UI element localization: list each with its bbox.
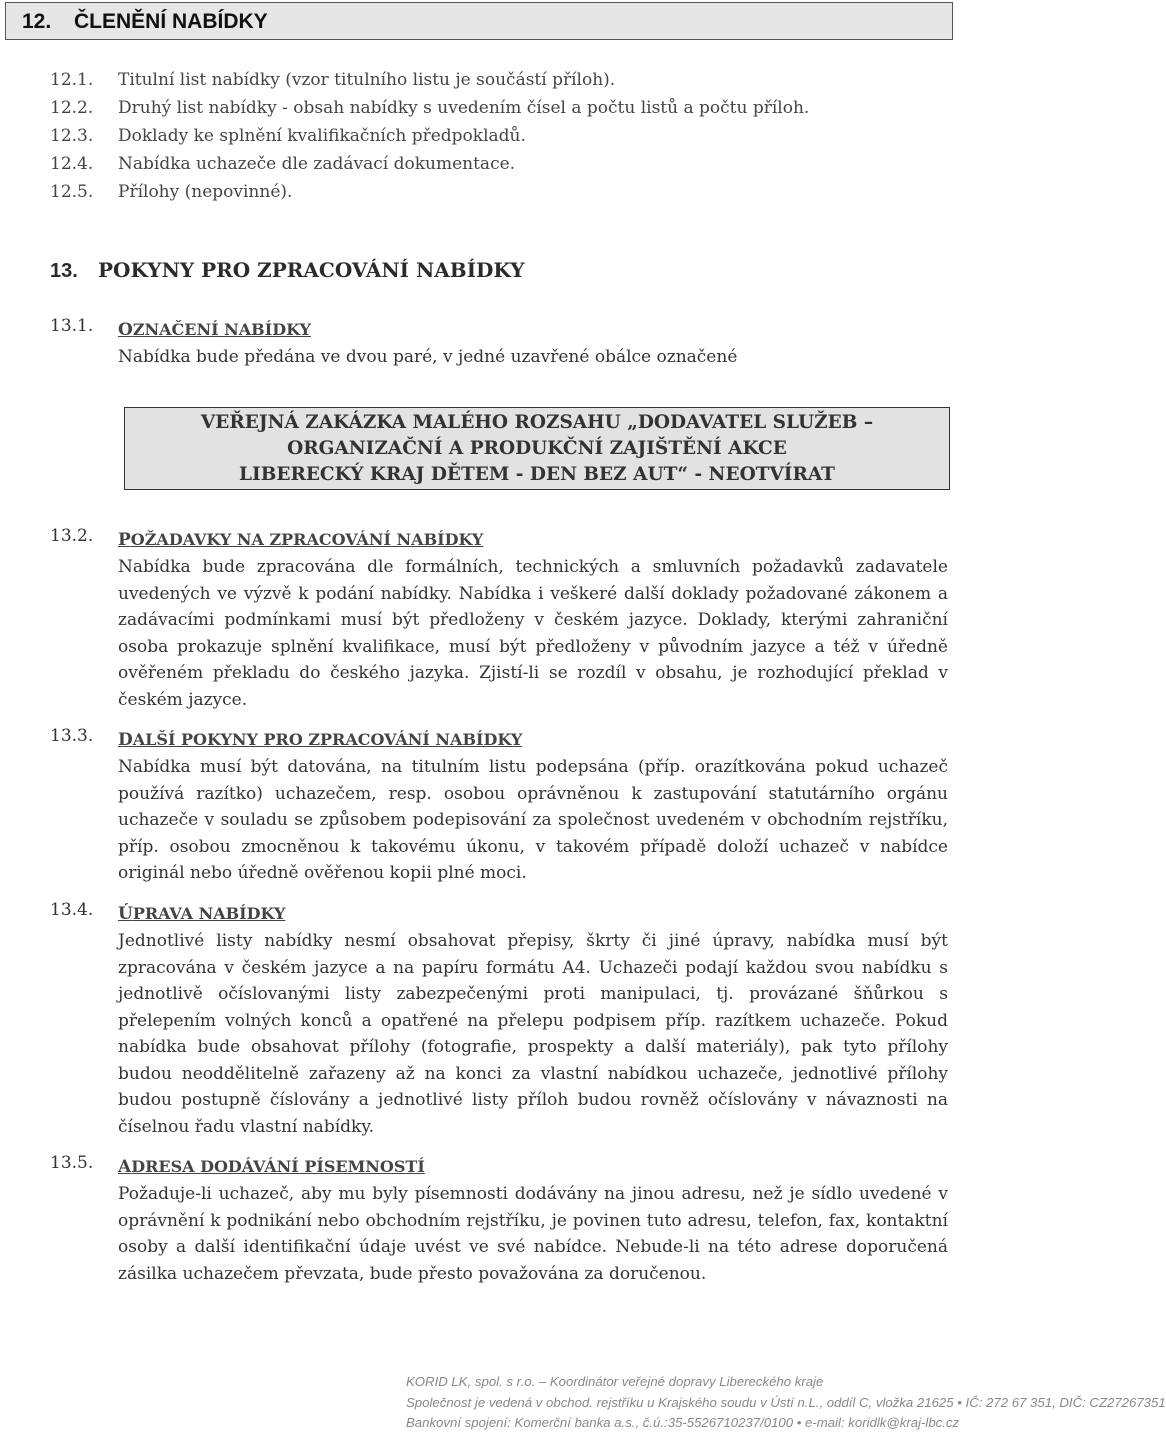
subsection-13-1 [50, 316, 948, 371]
item-number: 12.4. [50, 154, 94, 174]
list-item [50, 122, 809, 150]
section-12-heading [22, 10, 268, 34]
section-13-title: POKYNY PRO ZPRACOVÁNÍ NABÍDKY [98, 258, 525, 282]
subsection-13-4 [50, 900, 948, 1140]
section-12-number: 12. [22, 10, 52, 33]
item-number: 12.3. [50, 126, 94, 146]
section-12-title: ČLENĚNÍ NABÍDKY [74, 10, 268, 33]
footer-bank-line: Bankovní spojení: Komerční banka a.s., č.ú.:35-5526710237/0100 • e-mail: koridlk@kraj-lbc.cz [406, 1415, 960, 1430]
envelope-label-line: VEŘEJNÁ ZAKÁZKA MALÉHO ROZSAHU „DODAVATEL SLUŽEB – [200, 412, 874, 433]
envelope-label-line: LIBERECKÝ KRAJ DĚTEM - DEN BEZ AUT“ - NEOTVÍRAT [239, 464, 835, 485]
subsection-number: 13.2. [50, 526, 94, 546]
subsection-title: POŽADAVKY NA ZPRACOVÁNÍ NABÍDKY [118, 530, 484, 550]
section-12-list [50, 66, 809, 206]
subsection-title: DALŠÍ POKYNY PRO ZPRACOVÁNÍ NABÍDKY [118, 730, 523, 750]
envelope-label-box [124, 407, 950, 490]
page-footer [406, 1372, 1166, 1434]
item-text: Druhý list nabídky - obsah nabídky s uvedením čísel a počtu listů a počtu příloh. [118, 98, 810, 118]
subsection-number: 13.3. [50, 726, 94, 746]
item-text: Nabídka uchazeče dle zadávací dokumentace. [118, 154, 516, 174]
envelope-label-line: ORGANIZAČNÍ A PRODUKČNÍ ZAJIŠTĚNÍ AKCE [287, 438, 787, 459]
subsection-number: 13.5. [50, 1153, 94, 1173]
list-item [50, 66, 809, 94]
subsection-body: Požaduje-li uchazeč, aby mu byly písemnosti dodávány na jinou adresu, než je sídlo uvedené v oprávnění k podnikání nebo obchodním rejstříku, je povinen tuto adresu, telefon, fax, kontaktní osoby a další identifikační údaje uvést ve své nabídce. Nebude-li na této adrese doporučená zásilka uchazečem převzata, bude přesto považována za doručenou. [118, 1184, 948, 1284]
section-13-number: 13. [50, 260, 78, 282]
section-12-heading-bar [5, 2, 953, 40]
item-text: Titulní list nabídky (vzor titulního listu je součástí příloh). [118, 70, 616, 90]
subsection-13-5 [50, 1153, 948, 1287]
list-item [50, 150, 809, 178]
subsection-title: OZNAČENÍ NABÍDKY [118, 320, 311, 340]
subsection-body: Jednotlivé listy nabídky nesmí obsahovat přepisy, škrty či jiné úpravy, nabídka musí být zpracována v českém jazyce a na papíru formátu A4. Uchazeči podají každou svou nabídku s jednotlivě očíslovanými listy zabezpečenými proti manipulaci, tj. provázané šňůrkou s přelepením volných konců a opatřené na přelepu podpisem příp. razítkem uchazeče. Pokud nabídka bude obsahovat přílohy (fotografie, prospekty a další materiály), pak tyto přílohy budou neoddělitelně zařazeny až na konci za vlastní nabídkou uchazeče, jednotlivé přílohy budou postupně číslovány a jednotlivé listy příloh budou rovněž očíslovány v návaznosti na číselnou řadu vlastní nabídky. [118, 931, 948, 1137]
item-text: Přílohy (nepovinné). [118, 182, 293, 202]
subsection-title: ADRESA DODÁVÁNÍ PÍSEMNOSTÍ [118, 1157, 425, 1177]
subsection-body: Nabídka musí být datována, na titulním listu podepsána (příp. orazítkována pokud uchazeč používá razítko) uchazečem, resp. osobou oprávněnou k zastupování statutárního orgánu uchazeče v souladu se způsobem podepisování za společnost uvedeném v obchodním rejstříku, příp. osobou zmocněnou k takovému úkonu, v takovém případě doloží uchazeč v nabídce originál nebo úředně ověřenou kopii plné moci. [118, 757, 948, 883]
subsection-title: ÚPRAVA NABÍDKY [118, 904, 286, 924]
item-number: 12.1. [50, 70, 94, 90]
subsection-13-3 [50, 726, 948, 887]
subsection-body: Nabídka bude zpracována dle formálních, technických a smluvních požadavků zadavatele uvedených ve výzvě k podání nabídky. Nabídka i veškeré další doklady požadované zákonem a zadávacími podmínkami musí být předloženy v českém jazyce. Doklady, kterými zahraniční osoba prokazuje splnění kvalifikace, musí být předloženy v původním jazyce a též v úředně ověřeném překladu do českého jazyka. Zjistí-li se rozdíl v obsahu, je rozhodující překlad v českém jazyce. [118, 557, 948, 710]
subsection-body: Nabídka bude předána ve dvou paré, v jedné uzavřené obálce označené [118, 347, 738, 367]
list-item [50, 178, 809, 206]
subsection-13-2 [50, 526, 948, 713]
subsection-number: 13.1. [50, 316, 94, 336]
footer-registry-line: Společnost je vedená v obchod. rejstříku u Krajského soudu v Ústí n.L., oddíl C, vložka 21625 • IČ: 272 67 351, DIČ: CZ27267351 [406, 1394, 1166, 1410]
item-number: 12.2. [50, 98, 94, 118]
item-text: Doklady ke splnění kvalifikačních předpokladů. [118, 126, 526, 146]
subsection-number: 13.4. [50, 900, 94, 920]
footer-company-line: KORID LK, spol. s r.o. – Koordinátor veřejné dopravy Libereckého kraje [406, 1374, 824, 1389]
section-13-heading [50, 258, 525, 283]
item-number: 12.5. [50, 182, 94, 202]
list-item [50, 94, 809, 122]
